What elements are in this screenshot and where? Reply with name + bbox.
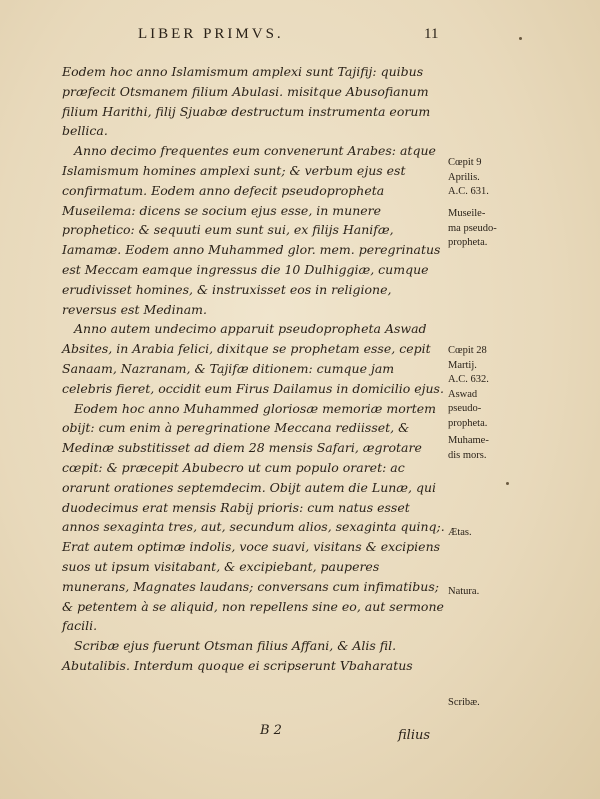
margin-note: Cœpit 28 Martij. A.C. 632. Aswad pseudo- propheta.: [448, 345, 489, 429]
margin-note: Natura.: [448, 586, 480, 597]
margin-note: Scribæ.: [448, 697, 480, 708]
paragraph: Anno decimo frequentes eum convenerunt Arabes: atque Islamismum homines amplexi sunt; & verbum ejus est confirmatum. Eodem anno defecit pseudopropheta Museilema: dicens se socium ejus esse, in munere prophetico: & sequuti eum sunt sui, ex filijs Hanifæ, Iamamæ. Eodem anno Muhammed glor. mem. peregrinatus est Meccam eamque ingressus die 10 Dulhiggiæ, cumque erudivisset homines, & instruxisset eos in religione, reversus est Medinam.: [62, 143, 441, 317]
margin-note: Ætas.: [448, 527, 472, 538]
catchword: filius: [398, 728, 431, 743]
paper-speck: [506, 482, 509, 485]
paragraph: Anno autem undecimo apparuit pseudopropheta Aswad Absites, in Arabia felici, dixitque se prophetam esse, cepit Sanaam, Nazranam, & Tajifæ ditionem: cumque jam celebris fieret, occidit eum Firus Dailamus in domicilio ejus.: [62, 321, 444, 396]
paragraph: Eodem hoc anno Islamismum amplexi sunt Tajifij: quibus præfecit Otsmanem filium Abulasi. misitque Abusofianum filium Harithi, filij Sjuabæ destructum instrumenta eorum bellica.: [62, 64, 431, 139]
page-number: 11: [424, 26, 439, 42]
paragraph: Eodem hoc anno Muhammed gloriosæ memoriæ mortem obijt: cum enim à peregrinatione Meccana rediisset, & Medinæ substitisset ad diem 28 mensis Safari, ægrotare cœpit: & præcepit Abubecro ut cum populo oraret: ac orarunt orationes septemdecim. Obijt autem die Lunæ, qui duodecimus erat mensis Rabij prioris: cum natus esset annos sexaginta tres, aut, secundum alios, sexaginta quinq;. Erat autem optimæ indolis, voce suavi, visitans & excipiens suos ut ipsum visitabant, & excipiebant, pauperes munerans, Magnates laudans; conversans cum infimatibus; & petentem à se aliquid, non repellens sine eo, aut sermone facili.: [62, 400, 445, 634]
signature-mark: B 2: [260, 723, 282, 738]
paragraph: Scribæ ejus fuerunt Otsman filius Affani, & Alis fil. Abutalibis. Interdum quoque ei scripserunt Vbaharatus: [62, 638, 413, 673]
paper-speck: [519, 37, 522, 40]
running-title: LIBER PRIMVS.: [138, 26, 284, 42]
margin-note: Museile- ma pseudo- propheta.: [448, 208, 497, 248]
main-text: [62, 62, 446, 676]
margin-note: Cœpit 9 Aprilis. A.C. 631.: [448, 157, 489, 197]
margin-note: Muhame- dis mors.: [448, 435, 489, 461]
page-header: [0, 26, 600, 50]
